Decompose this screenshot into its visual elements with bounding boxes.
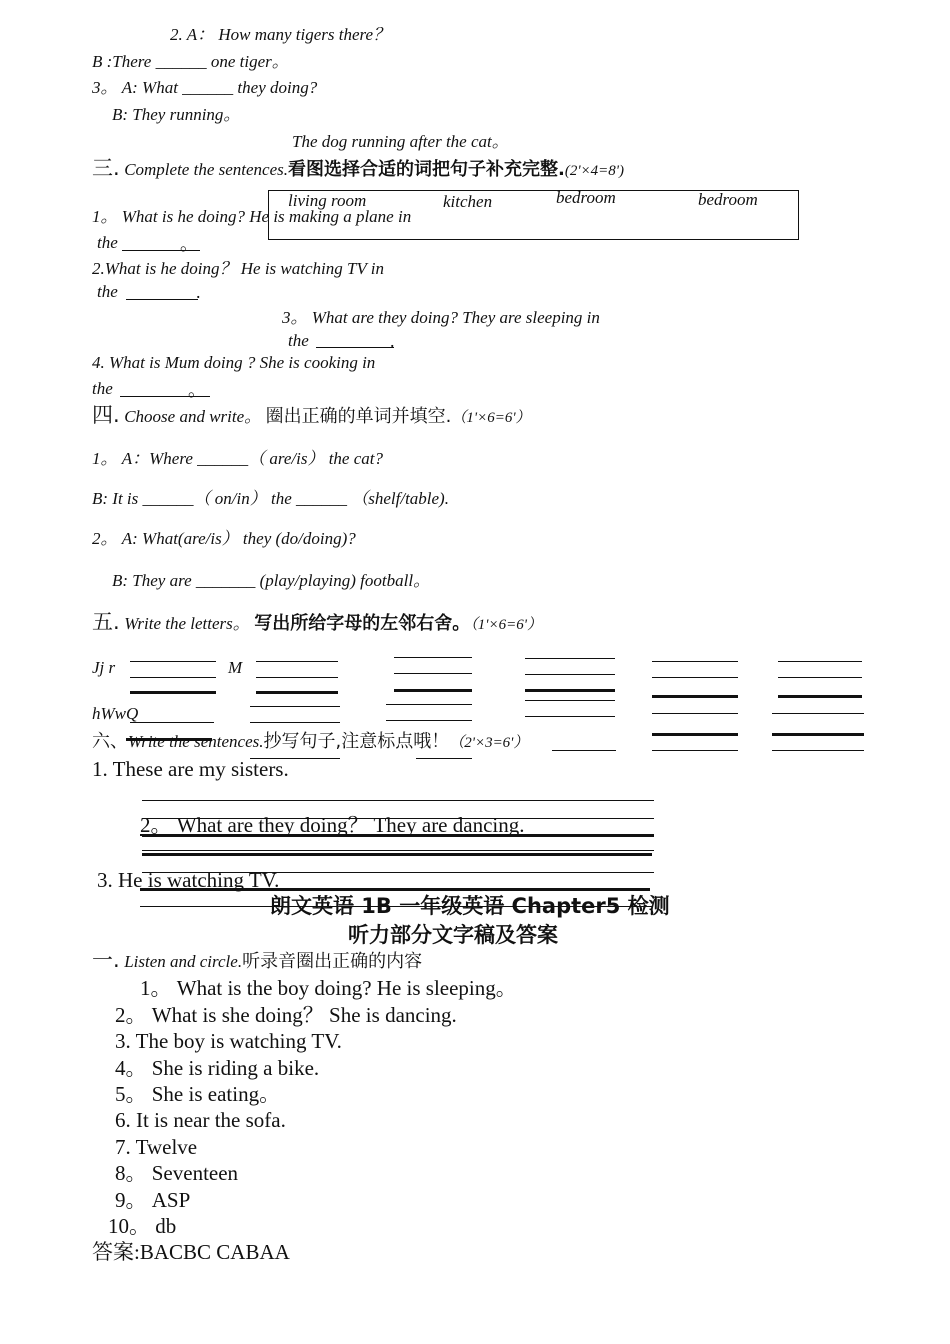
s3-q3: 3。 What are they doing? They are sleeping in [282, 308, 600, 327]
word-box-item: bedroom [698, 190, 758, 209]
letter-line [652, 733, 738, 736]
transcript-item: 7. Twelve [115, 1135, 198, 1159]
copy-line [142, 834, 654, 837]
section5-number: 五. [92, 610, 120, 634]
letter-line [552, 750, 616, 751]
letter-line [525, 716, 615, 717]
letter-line [256, 677, 338, 678]
letter-line [525, 658, 615, 659]
letter-line [130, 677, 216, 678]
s3-q3-the: the [288, 331, 309, 350]
section4-score: （1'×6=6'） [451, 410, 531, 426]
s3-q4: 4. What is Mum doing ? She is cooking in [92, 353, 376, 372]
appendix-heading-cn: 听录音圈出正确的内容 [242, 951, 423, 972]
letter-line [386, 704, 472, 705]
appendix-number: 一. [92, 948, 120, 972]
letter-line [394, 673, 472, 674]
copy-sentence-3: 3. He is watching TV. [97, 868, 280, 892]
transcript-item: 4。 She is riding a bike. [115, 1056, 320, 1080]
copy-sentence-2: 2。 What are they doing？ They are dancing. [140, 813, 525, 837]
letter-line [652, 750, 738, 751]
copy-line [142, 850, 654, 851]
section3-number: 三. [92, 156, 120, 180]
s3-q3-tail: . [390, 331, 395, 351]
letter-line [525, 689, 615, 692]
section5-heading [92, 610, 542, 636]
appendix-subtitle: 听力部分文字稿及答案 [348, 923, 558, 947]
letter-line [256, 691, 338, 694]
s3-q2: 2.What is he doing？ He is watching TV in [92, 259, 384, 278]
word-box-item: living room [288, 191, 367, 210]
q3-line-a: 3。 A: What ______ they doing? [92, 78, 318, 97]
letters-row1-m: M [228, 658, 243, 677]
transcript-item: 8。 Seventeen [115, 1161, 239, 1185]
s4-q1a: 1。 A：Where ______（ are/is） the cat? [92, 449, 384, 468]
section4-heading-cn: 圈出正确的单词并填空. [265, 406, 452, 427]
letter-line [772, 713, 864, 714]
q2-line-a: 2. A： How many tigers there？ [170, 25, 391, 44]
word-box-item: kitchen [443, 192, 493, 211]
letter-line [772, 733, 864, 736]
letter-line [250, 722, 340, 723]
answer-key: 答案:BACBC CABAA [92, 1240, 290, 1264]
s3-q1-tail: 。 [180, 234, 198, 254]
transcript-item: 1。 What is the boy doing? He is sleeping。 [140, 976, 517, 1000]
letter-line [652, 713, 738, 714]
letter-line [130, 661, 216, 662]
transcript-item: 5。 She is eating。 [115, 1082, 281, 1106]
letters-row1: Jj r [92, 658, 116, 677]
section4-number: 四. [92, 403, 120, 427]
letter-line [778, 695, 862, 698]
appendix-heading-en: Listen and circle. [124, 952, 243, 971]
letter-line [778, 677, 862, 678]
copy-sentence-1: 1. These are my sisters. [92, 757, 289, 781]
appendix-heading [92, 948, 422, 973]
copy-line [142, 800, 654, 801]
s4-q1b: B: It is ______（ on/in） the ______ （shelf/table). [92, 489, 449, 508]
s3-q2-tail: . [196, 282, 201, 302]
s3-q4-tail: 。 [188, 380, 206, 400]
section5-heading-cn: 写出所给字母的左邻右舍。 [254, 613, 471, 634]
copy-line [142, 853, 652, 856]
letter-line [130, 722, 214, 723]
section6-heading-cn: 抄写句子,注意标点哦！ [263, 731, 450, 752]
letters-row2: hWwQ [92, 704, 139, 723]
transcript-item: 2。 What is she doing？ She is dancing. [115, 1003, 457, 1027]
letter-line [416, 758, 472, 759]
letter-line [256, 661, 338, 662]
section3-heading-en: Complete the sentences. [124, 160, 288, 179]
s4-q2a: 2。 A: What(are/is） they (do/doing)? [92, 529, 356, 548]
section4-heading-en: Choose and write。 [124, 407, 262, 426]
section4-heading [92, 403, 531, 429]
section3-heading-cn: 看图选择合适的词把句子补充完整. [288, 159, 565, 180]
s3-q1: 1。 What is he doing? He is making a plane in [92, 207, 412, 226]
letter-line [250, 706, 340, 707]
copy-line [140, 888, 650, 891]
transcript-item: 6. It is near the sofa. [115, 1108, 286, 1132]
transcript-item: 10。 db [108, 1214, 177, 1238]
letter-line [772, 750, 864, 751]
q4-line: The dog running after the cat。 [292, 132, 509, 151]
q2-line-b: B :There ______ one tiger。 [92, 52, 289, 71]
appendix-title: 朗文英语 1B 一年级英语 Chapter5 检测 [270, 894, 670, 918]
letter-line [525, 674, 615, 675]
section6-heading-en: Write the sentences. [128, 732, 264, 751]
letter-line [652, 661, 738, 662]
section5-score: （1'×6=6'） [470, 617, 542, 633]
answer-blank [316, 347, 394, 348]
letter-line [652, 677, 738, 678]
q3-line-b: B: They running。 [112, 105, 241, 124]
s4-q2b: B: They are _______ (play/playing) football。 [112, 571, 431, 590]
section6-heading [92, 730, 528, 754]
letter-line [394, 657, 472, 658]
letter-line [778, 661, 862, 662]
s3-q1-the: the [97, 233, 118, 252]
answer-blank [126, 299, 198, 300]
word-box-item: bedroom [556, 188, 616, 207]
s3-q4-the: the [92, 379, 113, 398]
section6-score: （2'×3=6'） [449, 735, 529, 751]
s3-q2-the: the [97, 282, 118, 301]
section6-number: 六、 [92, 731, 128, 752]
letter-line [525, 700, 615, 701]
transcript-item: 9。 ASP [115, 1188, 191, 1212]
section3-heading [92, 156, 624, 182]
letter-line [652, 695, 738, 698]
letter-line [394, 689, 472, 692]
letter-line [386, 720, 472, 721]
letter-line [130, 691, 216, 694]
transcript-item: 3. The boy is watching TV. [115, 1029, 342, 1053]
section5-heading-en: Write the letters。 [124, 614, 250, 633]
section3-score: (2'×4=8') [564, 163, 624, 179]
